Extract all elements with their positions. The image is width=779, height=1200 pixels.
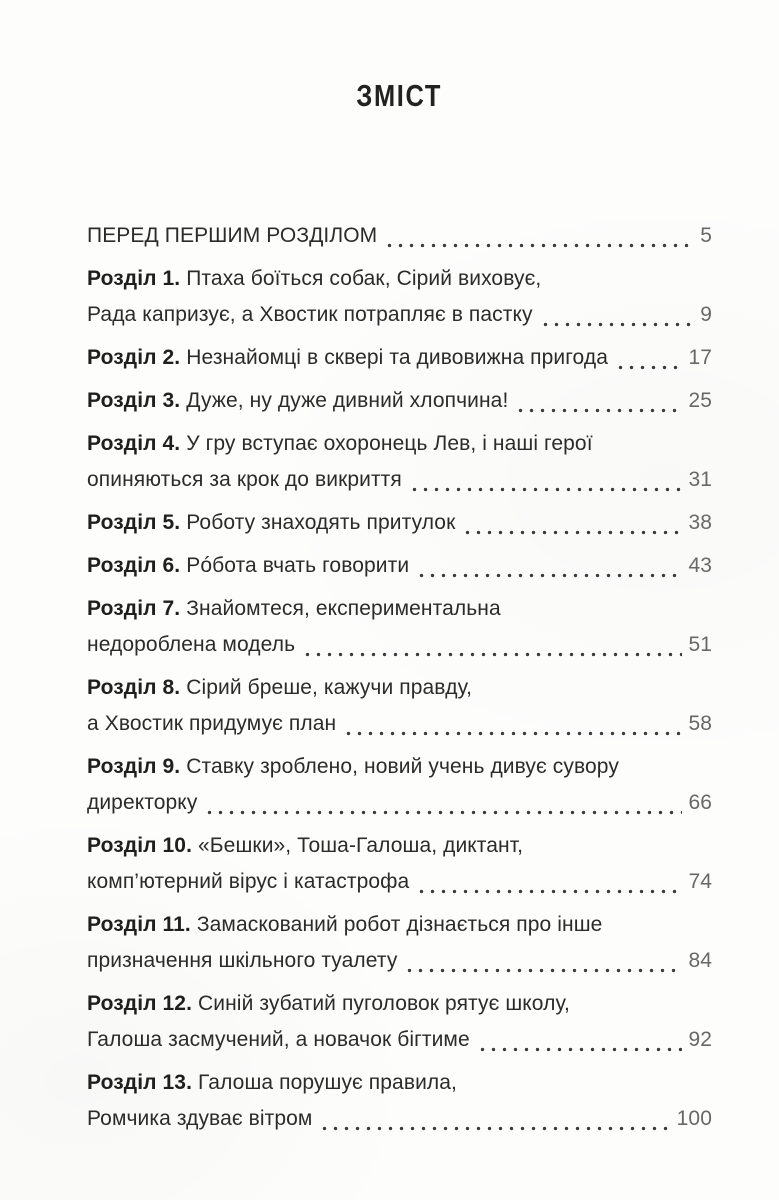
chapter-label: Розділ 8.	[87, 676, 181, 699]
toc-line	[87, 261, 712, 297]
chapter-title: Сірий бреше, кажучи правду,	[186, 676, 473, 699]
page-number: 17	[688, 346, 712, 369]
chapter-text	[87, 749, 619, 785]
chapter-label: Розділ 4.	[87, 432, 181, 455]
toc-line	[87, 340, 712, 376]
chapter-title: Рóбота вчать говорити	[186, 554, 410, 577]
toc-entry	[87, 218, 712, 254]
chapter-title: Ставку зроблено, новий учень дивує сувору	[186, 755, 619, 778]
chapter-title-continuation: Галоша засмучений, а новачок бігтиме	[87, 1028, 470, 1051]
page-number: 25	[688, 389, 712, 412]
chapter-title-continuation: Ромчика здуває вітром	[87, 1107, 313, 1130]
toc-line	[87, 1101, 712, 1137]
toc-list	[87, 218, 712, 1137]
chapter-text	[87, 907, 602, 943]
chapter-label: Розділ 3.	[87, 389, 181, 412]
title-wrap	[87, 78, 712, 114]
toc-line	[87, 591, 712, 627]
toc-entry	[87, 828, 712, 900]
toc-line	[87, 670, 712, 706]
chapter-label: Розділ 10.	[87, 834, 193, 857]
chapter-title: Роботу знаходять притулок	[186, 511, 456, 534]
dot-leader	[319, 1101, 670, 1137]
toc-line	[87, 907, 712, 943]
page-number: 66	[688, 791, 712, 814]
toc-entry	[87, 261, 712, 333]
toc-line	[87, 828, 712, 864]
chapter-text	[87, 1065, 457, 1101]
chapter-title: У гру вступає охоронець Лев, і наші герої	[186, 432, 593, 455]
page-number: 92	[688, 1028, 712, 1051]
chapter-label: Розділ 5.	[87, 511, 181, 534]
toc-line	[87, 785, 712, 821]
chapter-title-continuation: комп’ютерний вірус і катастрофа	[87, 870, 410, 893]
chapter-text	[87, 218, 377, 254]
toc-entry	[87, 505, 712, 541]
toc-entry	[87, 548, 712, 584]
chapter-label: Розділ 13.	[87, 1071, 193, 1094]
dot-leader	[404, 943, 682, 979]
toc-entry	[87, 1065, 712, 1137]
chapter-title: ПЕРЕД ПЕРШИМ РОЗДІЛОМ	[87, 224, 378, 247]
chapter-text	[87, 986, 570, 1022]
page-title: ЗМІСТ	[356, 78, 443, 113]
page-number: 31	[688, 468, 712, 491]
toc-line	[87, 1065, 712, 1101]
toc-entry	[87, 986, 712, 1058]
dot-leader	[384, 218, 694, 254]
dot-leader	[343, 706, 682, 742]
chapter-title-continuation: а Хвостик придумує план	[87, 712, 337, 735]
toc-entry	[87, 340, 712, 376]
toc-line	[87, 1022, 712, 1058]
chapter-text	[87, 670, 472, 706]
toc-line	[87, 297, 712, 333]
dot-leader	[477, 1022, 683, 1058]
chapter-text	[87, 828, 523, 864]
chapter-label: Розділ 7.	[87, 597, 181, 620]
toc-line	[87, 426, 712, 462]
chapter-title: Галоша порушує правила,	[198, 1071, 457, 1094]
page-number: 58	[688, 712, 712, 735]
chapter-title-continuation: директорку	[87, 791, 198, 814]
toc-entry	[87, 907, 712, 979]
dot-leader	[416, 548, 682, 584]
dot-leader	[462, 505, 682, 541]
chapter-title: Знайомтеся, експериментальна	[186, 597, 501, 620]
dot-leader	[540, 297, 695, 333]
toc-line	[87, 505, 712, 541]
toc-line	[87, 383, 712, 419]
chapter-title-continuation: Рада капризує, а Хвостик потрапляє в пастку	[87, 303, 533, 326]
chapter-text	[87, 591, 501, 627]
toc-line	[87, 548, 712, 584]
page-number: 51	[688, 633, 712, 656]
chapter-label: Розділ 12.	[87, 992, 193, 1015]
chapter-text	[87, 340, 608, 376]
chapter-title: Незнайомці в сквері та дивовижна пригода	[186, 346, 609, 369]
chapter-label: Розділ 1.	[87, 267, 181, 290]
toc-entry	[87, 383, 712, 419]
toc-line	[87, 627, 712, 663]
chapter-text	[87, 505, 455, 541]
chapter-label: Розділ 6.	[87, 554, 181, 577]
chapter-title-continuation: недороблена модель	[87, 633, 296, 656]
chapter-title: «Бешки», Тоша-Галоша, диктант,	[198, 834, 524, 857]
toc-entry	[87, 670, 712, 742]
dot-leader	[615, 340, 682, 376]
dot-leader	[409, 462, 683, 498]
toc-entry	[87, 426, 712, 498]
dot-leader	[302, 627, 682, 663]
chapter-title: Птаха боїться собак, Сірий виховує,	[186, 267, 542, 290]
toc-line	[87, 943, 712, 979]
page-number: 5	[700, 224, 712, 247]
page-number: 43	[688, 554, 712, 577]
toc-line	[87, 749, 712, 785]
chapter-title-continuation: опиняються за крок до викриття	[87, 468, 402, 491]
page-number: 38	[688, 511, 712, 534]
toc-entry	[87, 591, 712, 663]
chapter-title-continuation: призначення шкільного туалету	[87, 949, 398, 972]
toc-line	[87, 706, 712, 742]
chapter-label: Розділ 9.	[87, 755, 181, 778]
dot-leader	[515, 383, 682, 419]
chapter-label: Розділ 11.	[87, 913, 191, 936]
toc-entry	[87, 749, 712, 821]
toc-line	[87, 986, 712, 1022]
chapter-text	[87, 383, 508, 419]
chapter-title: Дуже, ну дуже дивний хлопчина!	[186, 389, 509, 412]
page-number: 74	[688, 870, 712, 893]
toc-line	[87, 864, 712, 900]
chapter-text	[87, 261, 541, 297]
chapter-text	[87, 426, 593, 462]
page-number: 84	[688, 949, 712, 972]
page-number: 9	[700, 303, 712, 326]
dot-leader	[204, 785, 682, 821]
toc-line	[87, 462, 712, 498]
chapter-text	[87, 548, 409, 584]
toc-line	[87, 218, 712, 254]
chapter-title: Синій зубатий пуголовок рятує школу,	[198, 992, 570, 1015]
chapter-title: Замаскований робот дізнається про інше	[196, 913, 603, 936]
page-number: 100	[676, 1107, 712, 1130]
chapter-label: Розділ 2.	[87, 346, 181, 369]
dot-leader	[416, 864, 682, 900]
